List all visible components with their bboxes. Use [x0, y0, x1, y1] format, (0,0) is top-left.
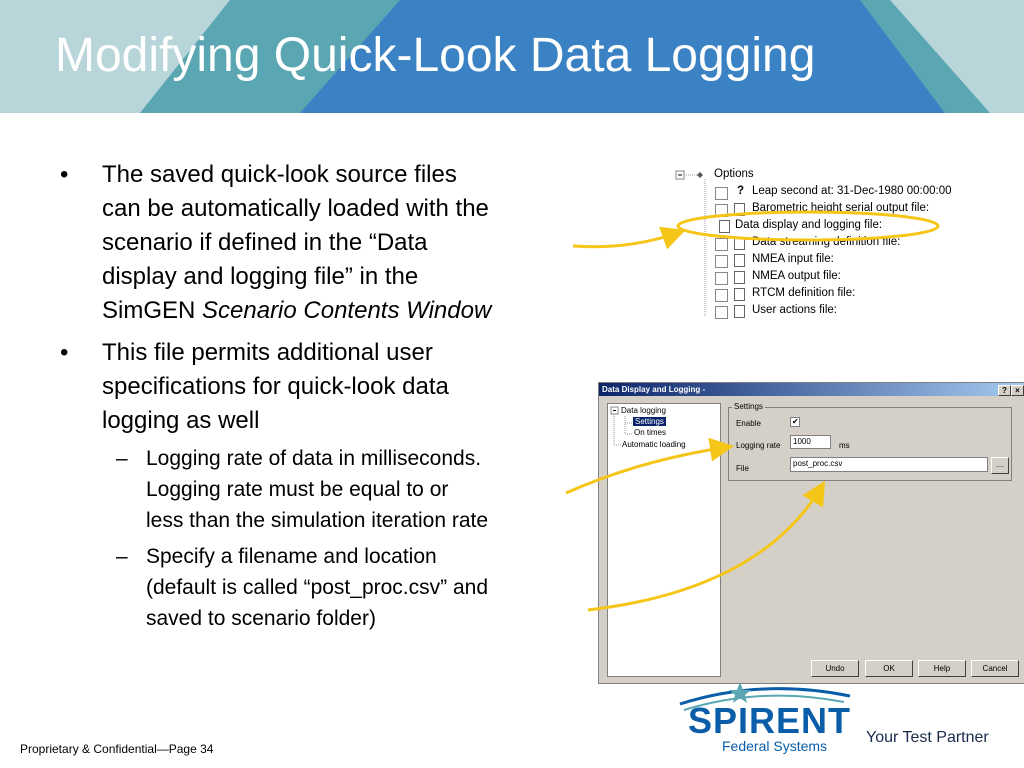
file-label: File	[736, 464, 749, 473]
nav-data-logging[interactable]: Data logging	[621, 406, 666, 415]
bullet-line	[102, 294, 491, 328]
tree-checkbox[interactable]	[715, 238, 728, 251]
tree-item-label: Barometric height serial output file:	[752, 202, 930, 214]
tree-item[interactable]	[705, 304, 965, 320]
tree-item-label: RTCM definition file:	[752, 287, 856, 299]
bullet-line: The saved quick-look source files	[102, 161, 457, 188]
tree-item-label: NMEA input file:	[752, 253, 834, 265]
sub-bullet-line: (default is called “post_proc.csv” and	[146, 576, 488, 599]
tree-item[interactable]	[705, 202, 965, 218]
sub-bullet-line: Logging rate of data in milliseconds.	[146, 447, 482, 470]
data-display-logging-dialog	[598, 382, 1024, 684]
tree-item[interactable]	[705, 253, 965, 269]
help-button[interactable]: Help	[918, 660, 966, 677]
dialog-titlebar	[599, 383, 1024, 396]
ok-button[interactable]: OK	[865, 660, 913, 677]
sub-bullet-line: Specify a filename and location	[146, 545, 437, 568]
brand-logo: SPIRENT	[688, 700, 852, 741]
logging-rate-input[interactable]: 1000	[790, 435, 831, 449]
rate-unit-label: ms	[839, 441, 850, 450]
bullet-line: logging as well	[102, 407, 260, 434]
file-input[interactable]: post_proc.csv	[790, 457, 988, 472]
nav-settings[interactable]: Settings	[635, 417, 664, 426]
tree-item[interactable]	[705, 287, 965, 303]
tree-checkbox[interactable]	[715, 204, 728, 217]
bullet-line: This file permits additional user	[102, 339, 433, 366]
enable-checkbox[interactable]: ✔	[792, 417, 799, 426]
settings-group-label: Settings	[734, 402, 763, 411]
bullet-line: display and logging file” in the	[102, 263, 419, 290]
arrow-to-tree	[573, 232, 680, 247]
grid-file-icon	[734, 203, 745, 216]
grid-file-icon	[734, 254, 745, 267]
nav-automatic-loading[interactable]: Automatic loading	[622, 440, 686, 449]
sub-bullet-line: less than the simulation iteration rate	[146, 509, 489, 532]
grid-file-icon	[734, 237, 745, 250]
question-icon: ?	[737, 185, 745, 197]
dialog-title: Data Display and Logging -	[602, 385, 706, 394]
footer: Proprietary & Confidential—Page 34	[20, 742, 214, 756]
help-title-button[interactable]: ?	[998, 385, 1011, 396]
tagline: Your Test Partner	[866, 729, 989, 746]
tree-item-label: Leap second at: 31-Dec-1980 00:00:00	[752, 185, 952, 197]
tree-checkbox[interactable]	[715, 255, 728, 268]
tree-checkbox[interactable]	[715, 272, 728, 285]
dialog-nav-tree	[607, 403, 721, 677]
tree-item[interactable]	[705, 270, 965, 286]
header-band	[0, 0, 1024, 113]
scenario-contents-tree	[675, 168, 965, 323]
tree-root-options[interactable]: Options	[714, 168, 754, 180]
bullet-line: scenario if defined in the “Data	[102, 229, 428, 256]
sub-bullet-line: saved to scenario folder)	[146, 607, 376, 630]
tree-item-label: Data streaming definition file:	[752, 236, 901, 248]
bullet-line: can be automatically loaded with the	[102, 195, 489, 222]
dash-symbol: –	[116, 545, 128, 568]
bullet-line: specifications for quick-look data	[102, 373, 449, 400]
grid-file-icon	[734, 305, 745, 318]
dash-symbol: –	[116, 447, 128, 470]
tree-item-label: Data display and logging file:	[735, 219, 883, 231]
tree-checkbox[interactable]	[715, 187, 728, 200]
close-button[interactable]: ×	[1011, 385, 1024, 396]
tree-checkbox[interactable]	[715, 306, 728, 319]
enable-label: Enable	[736, 419, 761, 428]
tree-item-label: NMEA output file:	[752, 270, 841, 282]
document-icon	[719, 220, 730, 233]
grid-file-icon	[734, 271, 745, 284]
slide-title: Modifying Quick-Look Data Logging	[55, 29, 816, 82]
bullet-plain-text: SimGEN	[102, 297, 203, 324]
browse-button[interactable]: ...	[991, 457, 1009, 474]
nav-on-times[interactable]: On times	[634, 428, 667, 437]
bullet-symbol: •	[60, 339, 69, 366]
cancel-button[interactable]: Cancel	[971, 660, 1019, 677]
undo-button[interactable]: Undo	[811, 660, 859, 677]
bullet-italic-text: Scenario Contents Window	[202, 297, 492, 324]
tree-item-label: User actions file:	[752, 304, 838, 316]
tree-item[interactable]	[705, 236, 965, 252]
tree-checkbox[interactable]	[715, 289, 728, 302]
grid-file-icon	[734, 288, 745, 301]
logging-rate-label: Logging rate	[736, 441, 781, 450]
brand-division: Federal Systems	[722, 738, 828, 754]
bullet-symbol: •	[60, 161, 69, 188]
tree-item[interactable]	[705, 185, 965, 201]
sub-bullet-line: Logging rate must be equal to or	[146, 478, 449, 501]
tree-item-selected[interactable]	[705, 219, 965, 235]
